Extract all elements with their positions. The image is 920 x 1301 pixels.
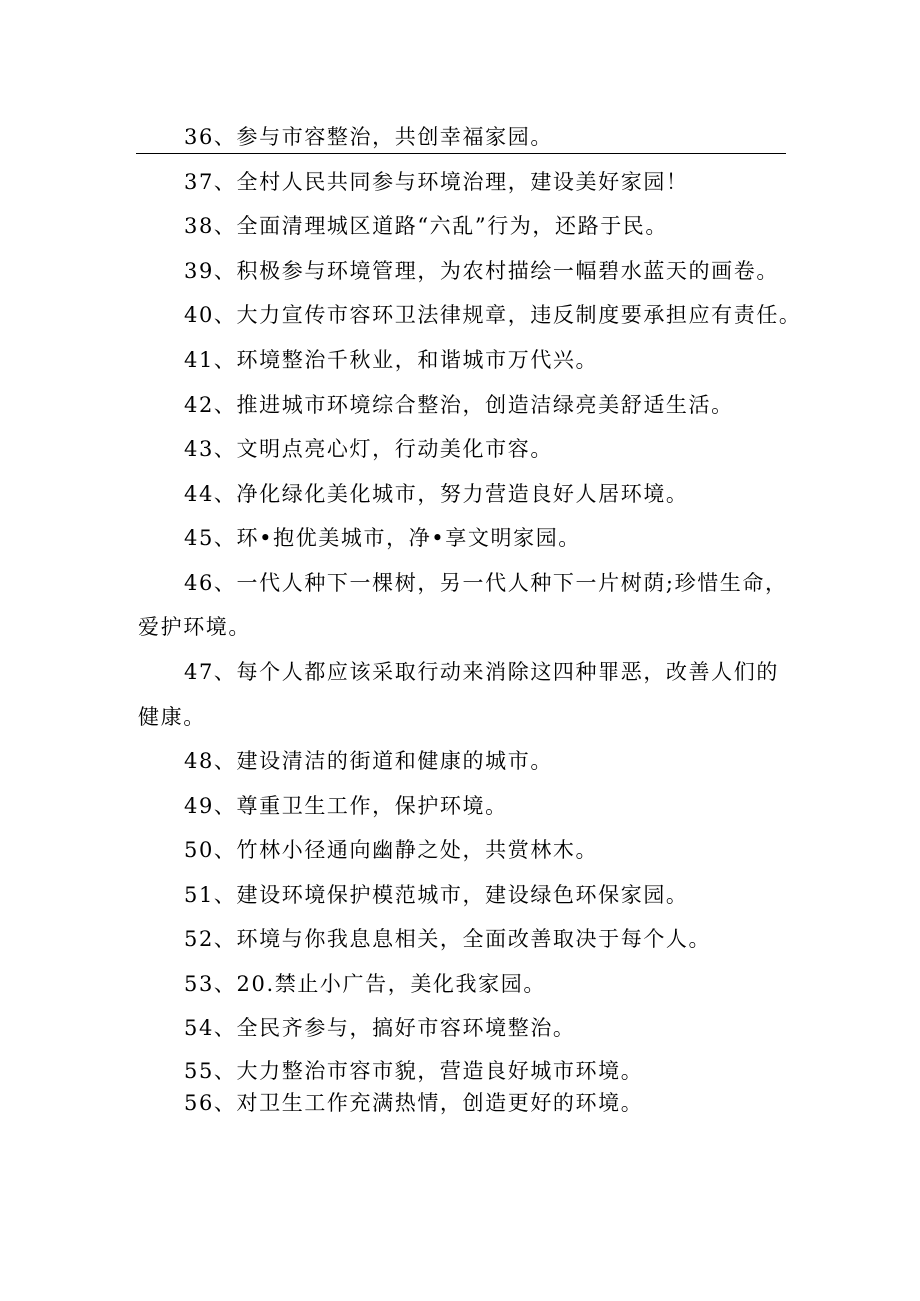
item-52: 52、环境与你我息息相关，全面改善取决于每个人。 [184,927,712,951]
item-49: 49、尊重卫生工作，保护环境。 [184,794,508,818]
item-42: 42、推进城市环境综合整治，创造洁绿亮美舒适生活。 [184,393,734,417]
item-36: 36、参与市容整治，共创幸福家园。 [184,125,553,149]
item-48: 48、建设清洁的街道和健康的城市。 [184,749,553,773]
item-46: 46、一代人种下一棵树，另一代人种下一片树荫;珍惜生命， [184,571,788,595]
item-54: 54、全民齐参与，搞好市容环境整治。 [184,1016,576,1040]
item-46-continuation: 爱护环境。 [138,615,251,639]
item-44: 44、净化绿化美化城市，努力营造良好人居环境。 [184,482,689,506]
item-53: 53、20.禁止小广告，美化我家园。 [184,972,546,996]
header-rule [136,153,786,154]
item-37: 37、全村人民共同参与环境治理，建设美好家园！ [184,170,689,194]
item-47-continuation: 健康。 [138,705,206,729]
item-41: 41、环境整治千秋业，和谐城市万代兴。 [184,348,599,372]
item-47: 47、每个人都应该采取行动来消除这四种罪恶，改善人们的 [184,660,779,684]
item-50: 50、竹林小径通向幽静之处，共赏林木。 [184,838,599,862]
item-40: 40、大力宣传市容环卫法律规章，违反制度要承担应有责任。 [184,303,802,327]
item-45: 45、环•抱优美城市，净•享文明家园。 [184,526,581,550]
item-43: 43、文明点亮心灯，行动美化市容。 [184,437,553,461]
item-55: 55、大力整治市容市貌，营造良好城市环境。 [184,1059,644,1083]
item-51: 51、建设环境保护模范城市，建设绿色环保家园。 [184,883,689,907]
item-39: 39、积极参与环境管理，为农村描绘一幅碧水蓝天的画卷。 [184,259,779,283]
item-56: 56、对卫生工作充满热情，创造更好的环境。 [184,1091,644,1115]
item-38: 38、全面清理城区道路“六乱”行为，还路于民。 [184,214,668,238]
